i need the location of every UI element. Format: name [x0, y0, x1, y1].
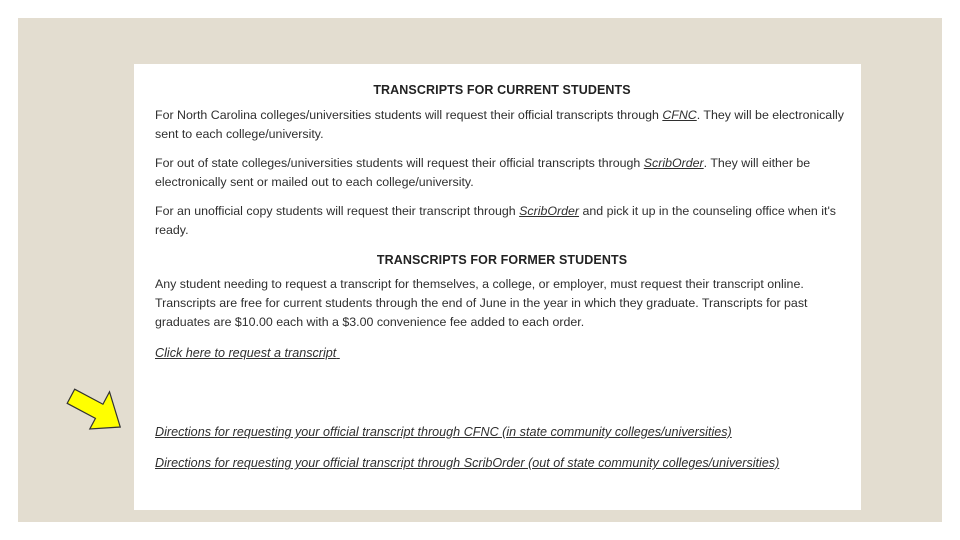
nc-colleges-paragraph: For North Carolina colleges/universities students will request their official transcripts through CFNC. They will be electronically sent to each college/university. — [155, 108, 844, 141]
scriborder-link[interactable]: ScribOrder — [643, 156, 704, 170]
former-students-heading: TRANSCRIPTS FOR FORMER STUDENTS — [376, 253, 628, 267]
slide-frame — [18, 18, 942, 522]
cfnc-directions-link[interactable]: Directions for requesting your official transcript through CFNC (in state community colleges/universities) — [155, 425, 732, 439]
former-students-paragraph: Any student needing to request a transcript for themselves, a college, or employer, must request their transcript online. Transcripts are free for current students through the end of June in the year in which they graduate. Transcripts for past graduates are $10.00 each with a $3.00 convenience fee added to each order. — [155, 277, 808, 329]
request-transcript-link[interactable]: Click here to request a transcript — [155, 346, 337, 360]
yellow-arrow-icon — [66, 384, 128, 432]
out-of-state-paragraph: For out of state colleges/universities students will request their official transcripts through ScribOrder. They will either be electronically sent or mailed out to each college/university. — [155, 156, 811, 189]
cfnc-link[interactable]: CFNC — [662, 108, 697, 122]
current-students-heading: TRANSCRIPTS FOR CURRENT STUDENTS — [373, 83, 631, 97]
unofficial-copy-paragraph: For an unofficial copy students will request their transcript through ScribOrder and pick it up in the counseling office when it's ready. — [155, 204, 837, 237]
scriborder-directions-link[interactable]: Directions for requesting your official transcript through ScribOrder (out of state community colleges/universities) — [155, 456, 780, 470]
scriborder-link-unofficial[interactable]: ScribOrder — [519, 204, 580, 218]
transcript-info-panel — [134, 64, 861, 510]
arrow-shape — [66, 384, 128, 432]
